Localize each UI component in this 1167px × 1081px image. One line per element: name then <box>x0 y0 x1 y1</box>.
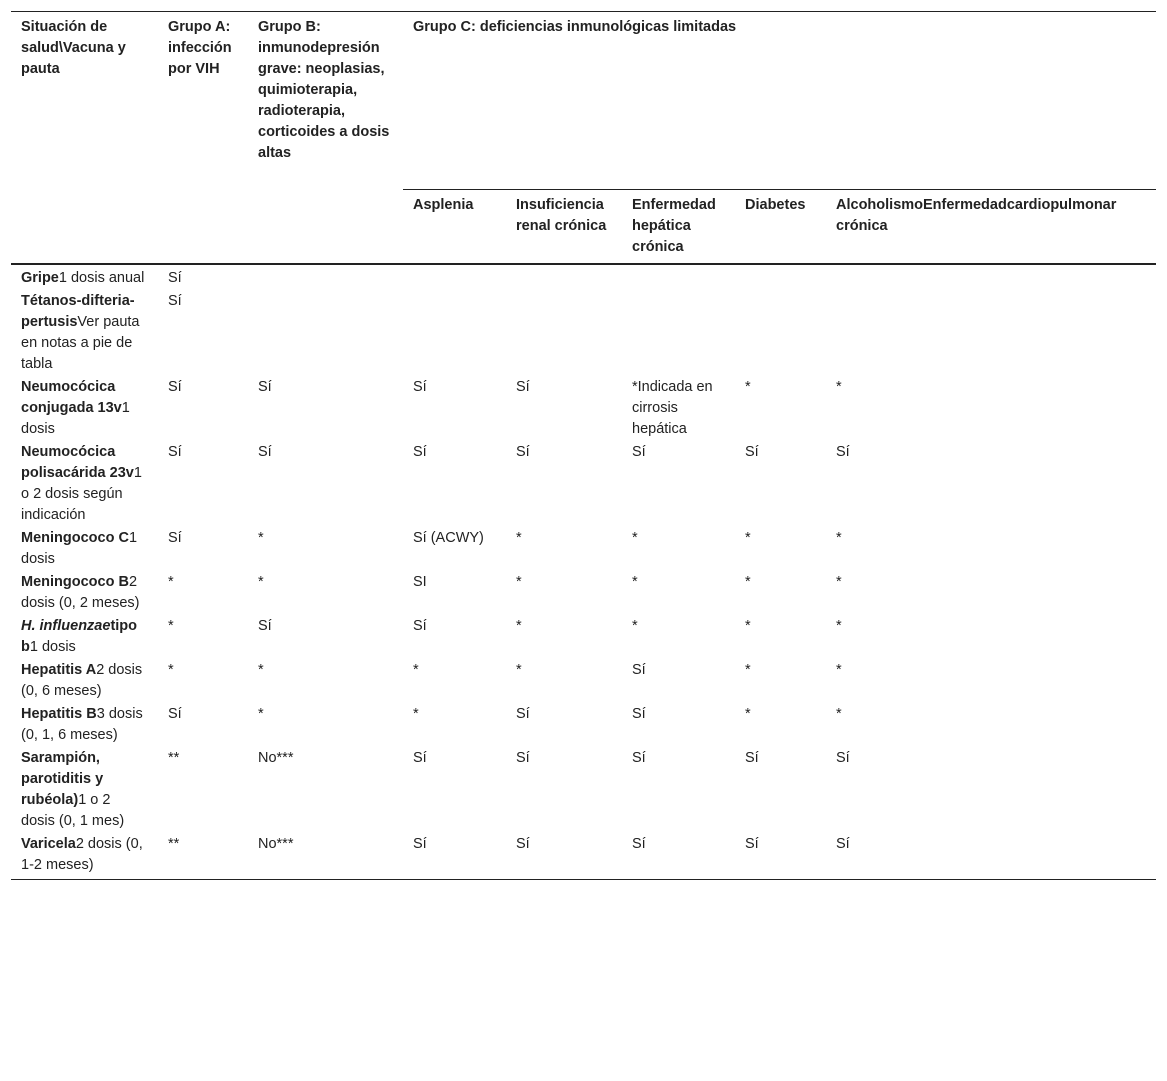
table-row <box>11 290 1156 376</box>
table-cell: * <box>168 574 174 590</box>
table-cell: Sí <box>632 444 646 460</box>
table-cell <box>622 264 735 290</box>
table-cell: Sí <box>413 618 427 634</box>
table-cell: * <box>836 706 842 722</box>
table-cell: * <box>745 618 751 634</box>
table-cell: * <box>632 618 638 634</box>
table-cell: Sí <box>632 662 646 678</box>
table-cell: * <box>745 662 751 678</box>
table-cell: Sí <box>168 270 182 286</box>
table-cell: * <box>413 706 419 722</box>
table-row <box>11 376 1156 441</box>
table-cell: Sí <box>632 706 646 722</box>
table-row <box>11 264 1156 290</box>
vaccine-pauta: 1 o 2 dosis según indicación <box>21 465 142 523</box>
table-cell: No*** <box>258 750 294 766</box>
table-body <box>11 264 1156 880</box>
vaccine-name: Neumocócica polisacárida 23v <box>21 444 134 481</box>
table-cell: Sí <box>168 530 182 546</box>
vaccine-cell <box>11 290 158 376</box>
vaccine-name: Meningococo B <box>21 574 129 590</box>
table-cell: Sí <box>168 444 182 460</box>
vaccine-name: Sarampión, parotiditis y rubéola) <box>21 750 104 808</box>
vaccine-cell <box>11 376 158 441</box>
vaccine-pauta: 1 o 2 dosis (0, 1 mes) <box>21 792 125 829</box>
table-cell <box>506 290 622 376</box>
vaccine-cell <box>11 527 158 571</box>
table-cell: Sí <box>258 444 272 460</box>
table-cell: * <box>258 706 264 722</box>
table-cell: * <box>258 662 264 678</box>
table-cell: Sí <box>506 833 622 880</box>
table-cell: * <box>516 662 522 678</box>
vaccine-cell <box>11 659 158 703</box>
table-cell: * <box>836 530 842 546</box>
vaccine-pauta: Ver pauta en notas a pie de tabla <box>21 314 140 372</box>
table-cell: * <box>745 530 751 546</box>
table-row <box>11 833 1156 880</box>
vaccine-name: Tétanos-difteria-pertusis <box>21 293 135 330</box>
table-cell <box>248 264 403 290</box>
table-cell <box>826 290 1156 376</box>
table-cell: Sí <box>258 379 272 395</box>
header-grupo-c: Grupo C: deficiencias inmunológicas limitadas <box>403 12 1156 190</box>
table-row <box>11 527 1156 571</box>
vaccination-table-container <box>11 11 1156 880</box>
table-cell: * <box>836 574 842 590</box>
table-cell: Sí <box>745 750 759 766</box>
table-cell: Sí <box>622 833 735 880</box>
vaccine-cell <box>11 747 158 833</box>
vaccine-pauta: 1 dosis <box>21 400 130 437</box>
table-cell: No*** <box>248 833 403 880</box>
table-cell: ** <box>168 750 180 766</box>
vaccine-cell <box>11 571 158 615</box>
table-cell: Sí <box>403 833 506 880</box>
table-cell: * <box>413 662 419 678</box>
vaccine-pauta: 3 dosis (0, 1, 6 meses) <box>21 706 143 743</box>
vaccination-table <box>11 11 1156 880</box>
table-cell: ** <box>158 833 248 880</box>
table-cell <box>826 264 1156 290</box>
table-row <box>11 659 1156 703</box>
vaccine-name: Neumocócica conjugada 13v <box>21 379 122 416</box>
table-cell: Sí <box>413 379 427 395</box>
vaccine-name: Hepatitis B <box>21 706 97 722</box>
vaccine-pauta: 2 dosis (0, 2 meses) <box>21 574 140 611</box>
subheader-asplenia: Asplenia <box>403 190 506 265</box>
table-cell: Sí <box>413 444 427 460</box>
vaccine-name: Meningococo C <box>21 530 129 546</box>
table-cell: * <box>516 618 522 634</box>
table-cell: Sí <box>516 750 530 766</box>
vaccine-cell <box>11 264 158 290</box>
header-grupo-b: Grupo B: inmunodepresión grave: neoplasias, quimioterapia, radioterapia, corticoides a dosis altas <box>248 12 403 265</box>
table-cell: * <box>836 379 842 395</box>
table-cell: * <box>258 574 264 590</box>
vaccine-pauta: 2 dosis (0, 6 meses) <box>21 662 143 699</box>
table-row <box>11 571 1156 615</box>
vaccine-name: Varicela <box>21 836 76 852</box>
table-cell: *Indicada en cirrosis hepática <box>632 379 713 437</box>
header-situacion: Situación de salud\Vacuna y pauta <box>11 12 158 265</box>
table-cell <box>248 290 403 376</box>
table-cell: Sí <box>516 706 530 722</box>
table-cell <box>403 264 506 290</box>
table-cell: Sí <box>168 706 182 722</box>
subheader-cardiopulmonar: Enfermedadcardiopulmonar crónica <box>836 197 1117 234</box>
table-cell: * <box>168 618 174 634</box>
subheader-hepatica: Enfermedad hepática crónica <box>622 190 735 265</box>
table-cell <box>735 264 826 290</box>
subheader-alcoholismo: Alcoholismo <box>836 197 924 213</box>
table-cell <box>622 290 735 376</box>
vaccine-name: Hepatitis A <box>21 662 97 678</box>
subheader-diabetes: Diabetes <box>735 190 826 265</box>
table-cell: * <box>516 530 522 546</box>
table-cell: Sí <box>826 833 1156 880</box>
table-cell: * <box>632 574 638 590</box>
vaccine-cell <box>11 703 158 747</box>
table-cell: Sí <box>413 750 427 766</box>
vaccine-pauta: 1 dosis anual <box>58 270 145 286</box>
table-cell: Sí <box>632 750 646 766</box>
table-cell: * <box>516 574 522 590</box>
vaccine-cell <box>11 615 158 659</box>
table-cell: Sí <box>735 833 826 880</box>
table-cell: * <box>168 662 174 678</box>
vaccine-name-italic: H. influenzae <box>21 618 111 634</box>
table-row <box>11 703 1156 747</box>
vaccine-cell <box>11 833 158 880</box>
table-cell: Sí <box>836 444 850 460</box>
table-cell <box>735 290 826 376</box>
table-cell: * <box>836 662 842 678</box>
table-cell: Sí <box>516 444 530 460</box>
table-cell: Sí <box>516 379 530 395</box>
table-cell: * <box>836 618 842 634</box>
subheader-alcoholismo-cardiopulmonar <box>826 190 1156 265</box>
header-grupo-a: Grupo A: infección por VIH <box>158 12 248 265</box>
table-cell: * <box>258 530 264 546</box>
table-row <box>11 615 1156 659</box>
table-cell: Sí <box>836 750 850 766</box>
table-row <box>11 441 1156 527</box>
table-cell: Sí (ACWY) <box>413 530 484 546</box>
subheader-renal: Insuficiencia renal crónica <box>506 190 622 265</box>
table-cell <box>506 264 622 290</box>
table-row <box>11 747 1156 833</box>
vaccine-pauta: 1 dosis <box>29 639 76 655</box>
vaccine-pauta: 1 dosis <box>21 530 138 567</box>
vaccine-pauta: 2 dosis (0, 1-2 meses) <box>21 836 143 873</box>
vaccine-name-tail: tipo b <box>21 618 138 655</box>
table-cell <box>403 290 506 376</box>
table-cell: Sí <box>168 379 182 395</box>
vaccine-name: Gripe <box>21 270 59 286</box>
table-cell: * <box>745 706 751 722</box>
table-cell: * <box>632 530 638 546</box>
table-cell: Sí <box>258 618 272 634</box>
table-cell: Sí <box>745 444 759 460</box>
table-cell: SI <box>413 574 427 590</box>
table-cell: Sí <box>168 293 182 309</box>
table-cell: * <box>745 379 751 395</box>
vaccine-cell <box>11 441 158 527</box>
table-cell: * <box>745 574 751 590</box>
